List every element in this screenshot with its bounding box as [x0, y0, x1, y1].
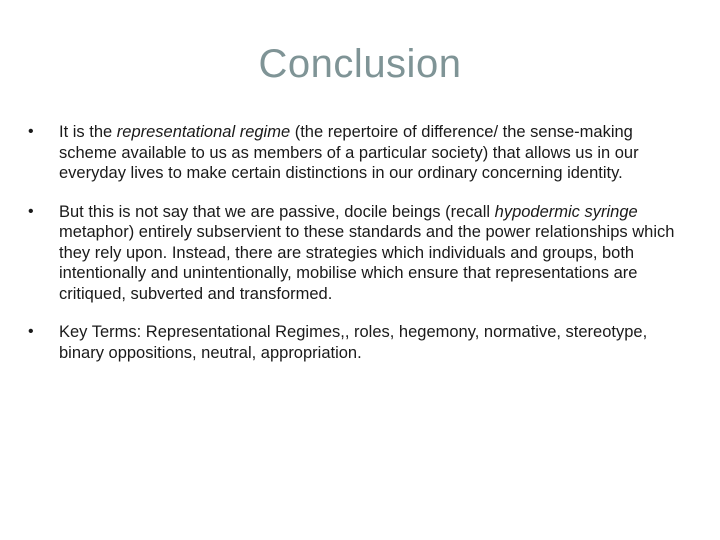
slide-title: Conclusion	[258, 42, 462, 86]
bullet-text-1-part-2-italic: representational regime	[116, 123, 291, 141]
bullet-text-1-part-3: (the repertoire of difference/ the sense-making scheme available to us as members of a particular society) that allows us in our everyday lives to make certain distinctions in our ordinary concerning identity.	[59, 123, 639, 182]
bullet-dot-icon: •	[28, 202, 34, 220]
bullet-text-2-part-2-italic: hypodermic syringe	[494, 202, 638, 221]
bullet-text-2-part-3: metaphor) entirely subservient to these standards and the power relationships which they rely upon. Instead, there are strategies which individuals and groups, both intentionally and unintentionally, mobilise which ensure that representations are critiqued, subverted and transformed.	[59, 223, 675, 303]
bullet-dot-icon: •	[28, 323, 34, 340]
bullet-item	[28, 322, 692, 363]
bullet-dot-icon: •	[28, 123, 34, 140]
bullet-text-3: Key Terms: Representational Regimes,, roles, hegemony, normative, stereotype, binary oppositions, neutral, appropriation.	[59, 323, 648, 362]
bullet-text-2-part-1: But this is not say that we are passive, docile beings (recall	[59, 202, 495, 221]
bullet-text-1-part-1: It is the	[59, 123, 117, 141]
bullet-item	[28, 202, 692, 305]
bullet-list	[28, 122, 692, 363]
bullet-item	[28, 122, 692, 184]
